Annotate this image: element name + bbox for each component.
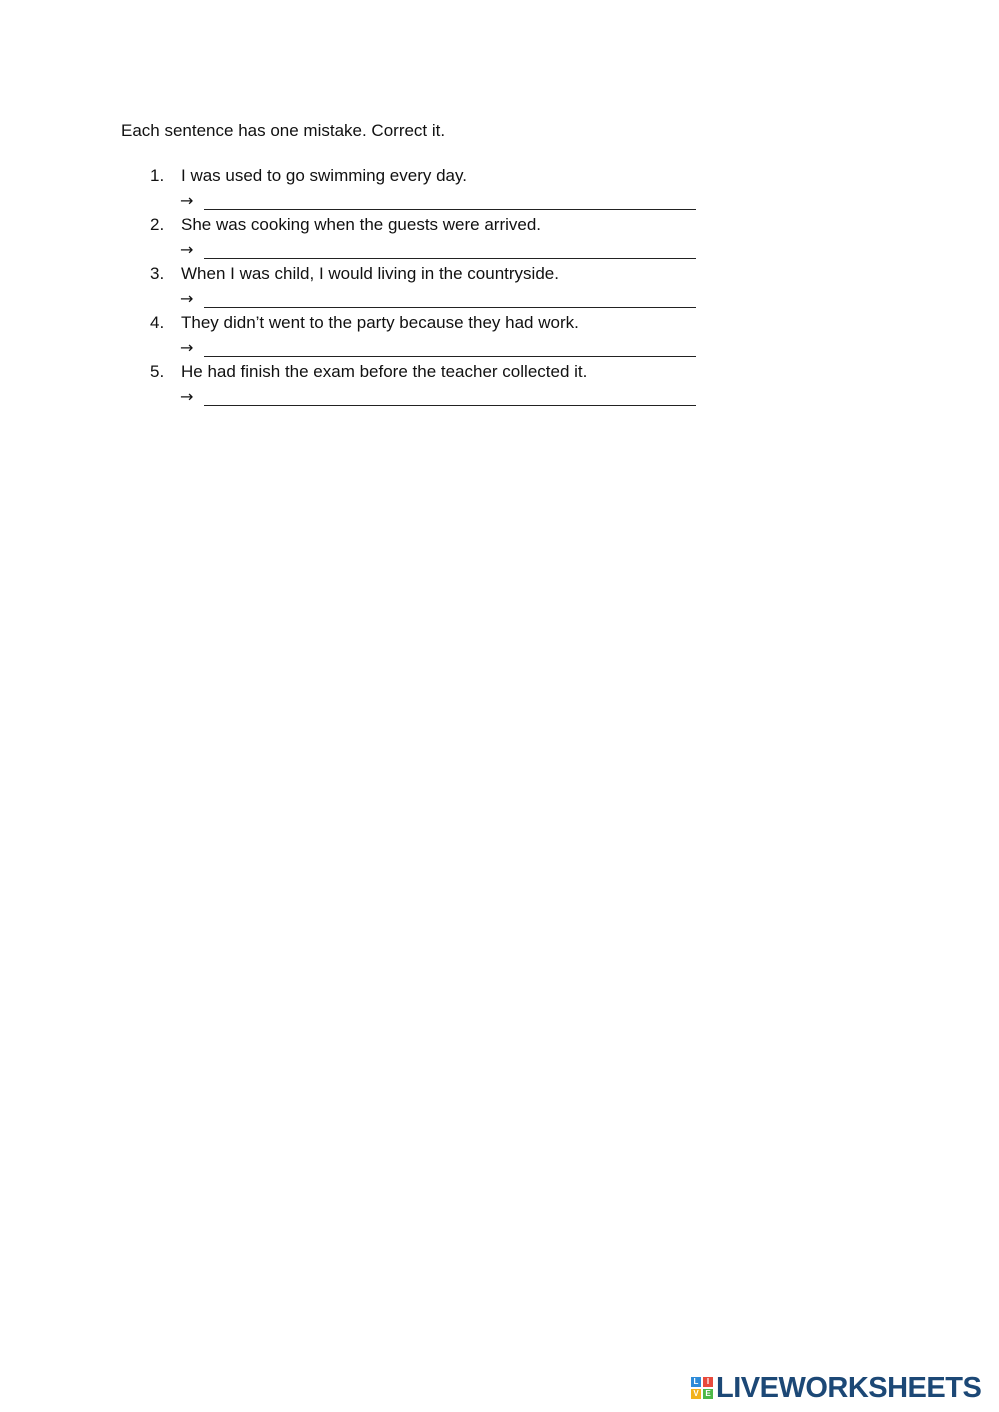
arrow-icon: →	[180, 240, 194, 259]
exercise-item	[150, 362, 710, 411]
exercise-list	[150, 166, 710, 411]
answer-field[interactable]	[204, 338, 696, 357]
instruction-text: Each sentence has one mistake. Correct it.	[121, 121, 446, 140]
exercise-item	[150, 313, 710, 362]
logo-mark-icon	[691, 1377, 714, 1400]
answer-row	[180, 289, 700, 309]
item-number: 4.	[150, 313, 165, 332]
logo-mark-letter: I	[703, 1377, 713, 1387]
answer-row	[180, 387, 700, 407]
logo-text: LIVEWORKSHEETS	[716, 1372, 982, 1404]
answer-row	[180, 240, 700, 260]
arrow-icon: →	[180, 191, 194, 210]
item-sentence: They didn’t went to the party because they had work.	[181, 313, 579, 332]
exercise-item	[150, 166, 710, 215]
item-sentence: I was used to go swimming every day.	[181, 166, 467, 185]
item-number: 3.	[150, 264, 165, 283]
item-number: 1.	[150, 166, 165, 185]
answer-row	[180, 191, 700, 211]
item-sentence: She was cooking when the guests were arrived.	[181, 215, 542, 234]
exercise-item	[150, 215, 710, 264]
answer-row	[180, 338, 700, 358]
logo-mark-letter: V	[691, 1389, 701, 1399]
arrow-icon: →	[180, 387, 194, 406]
arrow-icon: →	[180, 289, 194, 308]
answer-field[interactable]	[204, 240, 696, 259]
exercise-item	[150, 264, 710, 313]
item-number: 2.	[150, 215, 165, 234]
liveworksheets-logo	[691, 1374, 981, 1402]
logo-mark-letter: E	[703, 1389, 713, 1399]
item-sentence: He had finish the exam before the teacher collected it.	[181, 362, 588, 381]
item-sentence: When I was child, I would living in the countryside.	[181, 264, 559, 283]
item-number: 5.	[150, 362, 165, 381]
answer-field[interactable]	[204, 387, 696, 406]
logo-mark-letter: L	[691, 1377, 701, 1387]
answer-field[interactable]	[204, 191, 696, 210]
answer-field[interactable]	[204, 289, 696, 308]
arrow-icon: →	[180, 338, 194, 357]
